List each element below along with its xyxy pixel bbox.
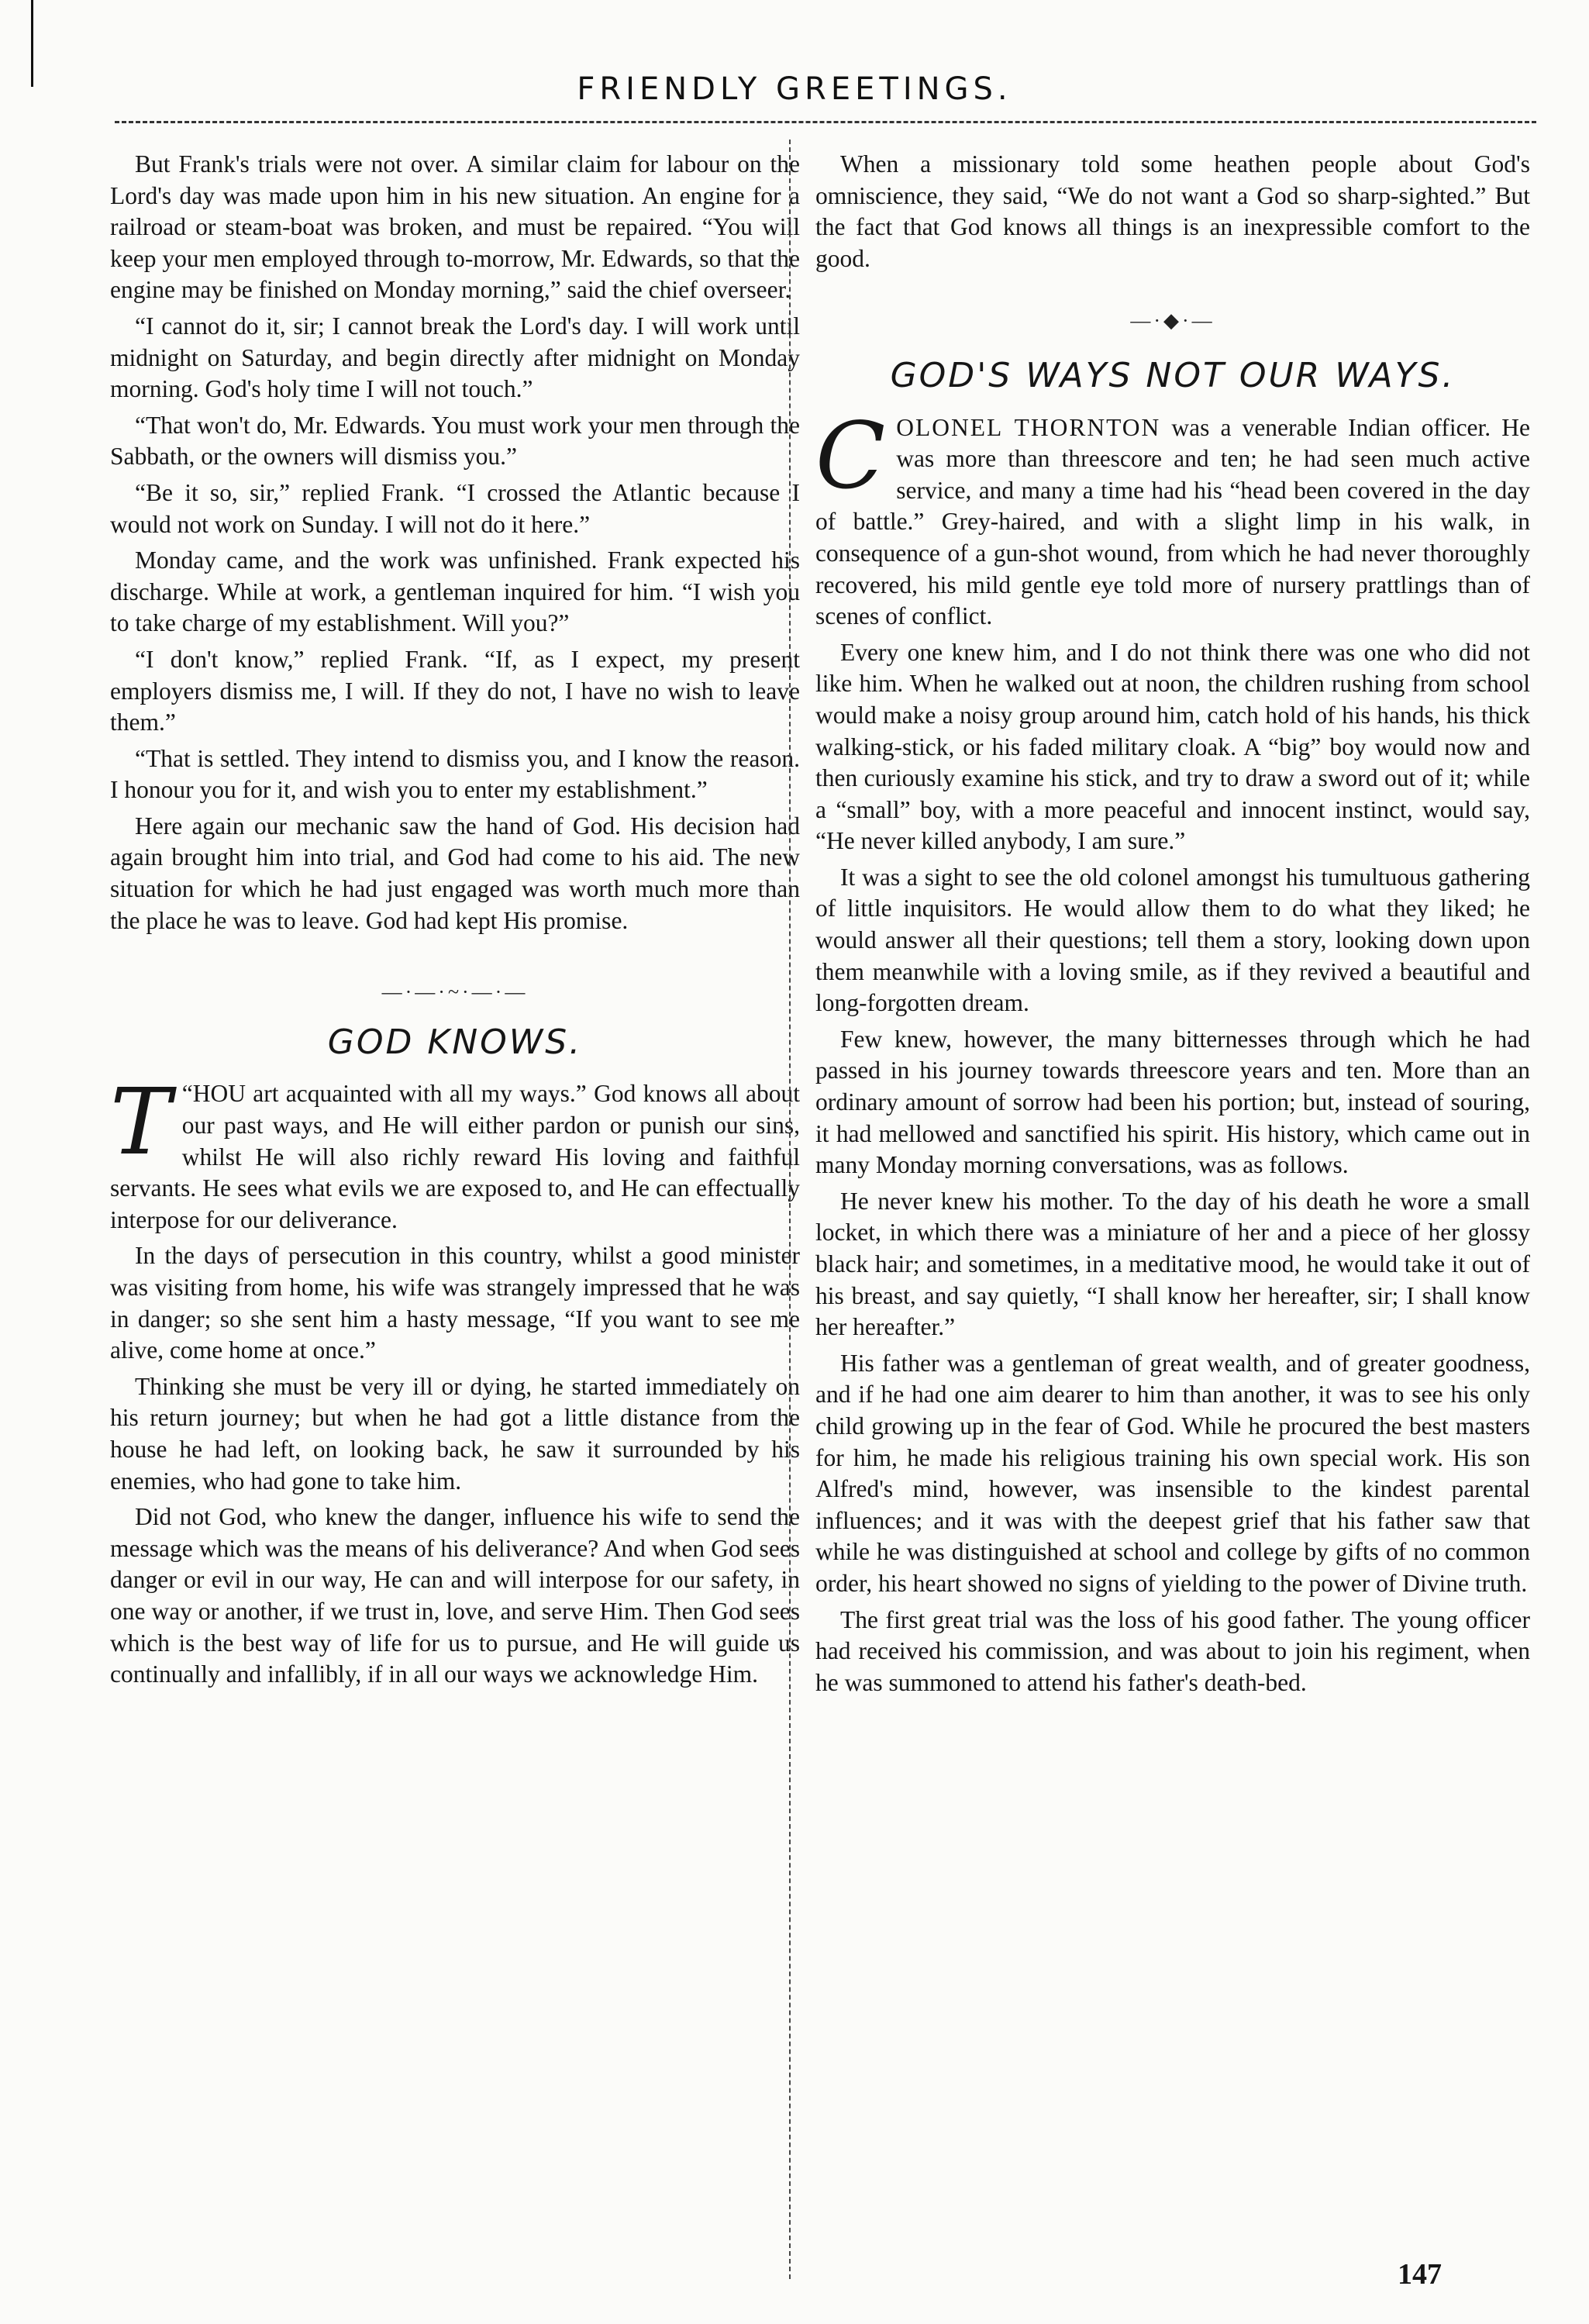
paragraph: The first great trial was the loss of his good father. The young officer had received his commission, and was about to join his regiment, when he was summoned to attend his father's death-bed. (815, 1605, 1530, 1696)
paragraph: When a missionary told some heathen people about God's omniscience, they said, “We do not want a God so sharp-sighted.” But the fact that God knows all things is an inexpressible comfort to the good. (815, 150, 1530, 272)
paragraph: “Be it so, sir,” replied Frank. “I crossed the Atlantic because I would not work on Sunday. I will not do it here.” (110, 478, 800, 538)
paragraph: It was a sight to see the old colonel amongst his tumultuous gathering of little inquisitors. He would allow them to do what they liked; he would answer all their questions; tell them a story, looking down upon them meanwhile with a loving smile, as if they revived a beautiful and long-forgotten dream. (815, 863, 1530, 1017)
first-paragraph-text: HOU art acquainted with all my ways.” God knows all about our past ways, and He will either pardon or punish our sins, whilst He will also richly reward His loving and faithful servants. He sees what evils we are exposed to, and He can effectually interpose for our deliverance. (110, 1080, 800, 1233)
paragraph: “I don't know,” replied Frank. “If, as I expect, my present employers dismiss me, I will. If they do not, I have no wish to leave them.” (110, 645, 800, 736)
paragraph: Thinking she must be very ill or dying, he started immediately on his return journey; but when he had got a little distance from the house he had left, on looking back, he saw it surrounded by his enemies, who had gone to take him. (110, 1372, 800, 1495)
paragraph: Monday came, and the work was unfinished. Frank expected his discharge. While at work, a gentleman inquired for him. “I wish you to take charge of my establishment. Will you?” (110, 547, 800, 637)
page-header: FRIENDLY GREETINGS. (577, 71, 1012, 107)
header-rule (115, 121, 1536, 123)
section-first-paragraph (110, 1068, 800, 1236)
section-first-paragraph (815, 402, 1530, 633)
paragraph: His father was a gentleman of great wealth, and of greater goodness, and if he had one aim dearer to him than another, it was to see his only child growing up in the fear of God. While he procured the best masters for him, he made his religious training his own special work. His son Alfred's mind, however, was insensible to the kindest parental influences; and it was with the deepest grief that his father saw that while he was distinguished at school and college by gifts of no common order, his heart showed no signs of yielding to the power of Divine truth. (815, 1349, 1530, 1597)
paragraph: Did not God, who knew the danger, influence his wife to send the message which was the means of his deliverance? And when God sees danger or evil in our way, He can and will interpose for our safety, in one way or another, if we trust in, love, and serve Him. Then God sees which is the best way of life for us to pursue, and He will guide us continually and infallibly, if in all our ways we acknowledge Him. (110, 1503, 800, 1688)
paragraph: “That is settled. They intend to dismiss you, and I know the reason. I honour you for it, and wish you to enter my establishment.” (110, 744, 800, 804)
column-divider (789, 140, 791, 2279)
paragraph: But Frank's trials were not over. A similar claim for labour on the Lord's day was made upon him in his new situation. An engine for a railroad or steam-boat was broken, and must be repaired. “You will keep your men employed through to-morrow, Mr. Edwards, so that the engine may be finished on Monday morning,” said the chief overseer. (110, 150, 800, 304)
paragraph: Few knew, however, the many bitternesses through which he had passed in his journey towards threescore years and ten. More than an ordinary amount of sorrow had been his portion; but, instead of souring, it had mellowed and sanctified his spirit. His history, which came out in many Monday morning conversations, was as follows. (815, 1025, 1530, 1179)
section-ornament: —·◆·— (1130, 309, 1215, 333)
opening-quote: “ (181, 1080, 193, 1108)
section-ornament: —·—·~·—·— (381, 981, 529, 1004)
section-title-gods-ways: GOD'S WAYS NOT OUR WAYS. (890, 355, 1456, 395)
page-number: 147 (1398, 2258, 1442, 2291)
drop-cap: T (110, 1068, 171, 1176)
right-column (815, 149, 1530, 1703)
left-column (110, 149, 800, 1695)
lead-in-small-caps: OLONEL THORNTON (896, 413, 1161, 441)
drop-cap: C (815, 402, 886, 509)
paragraph: “That won't do, Mr. Edwards. You must work your men through the Sabbath, or the owners will dismiss you.” (110, 411, 800, 471)
paragraph: Here again our mechanic saw the hand of God. His decision had again brought him into trial, and God had come to his aid. The new situation for which he had just engaged was worth much more than the place he was to leave. God had kept His promise. (110, 812, 800, 934)
section-title-god-knows: GOD KNOWS. (327, 1022, 583, 1062)
paragraph: In the days of persecution in this country, whilst a good minister was visiting from home, his wife was strangely impressed that he was in danger; so she sent him a hasty message, “If you want to see me alive, come home at once.” (110, 1242, 800, 1364)
paragraph: He never knew his mother. To the day of his death he wore a small locket, in which there was a miniature of her and a piece of her glossy black hair; and sometimes, in a meditative mood, he would take it out of his breast, and say quietly, “I shall know her hereafter, sir; I shall know her hereafter.” (815, 1187, 1530, 1341)
first-paragraph-text: was a venerable Indian officer. He was more than threescore and ten; he had seen much active service, and many a time had his “head been covered in the day of battle.” Grey-haired, and with a slight limp in his walk, in consequence of a gun-shot wound, from which he had never thoroughly recovered, his mild gentle eye told more of nursery prattlings than of scenes of conflict. (815, 413, 1530, 630)
paragraph: Every one knew him, and I do not think there was one who did not like him. When he walked out at noon, the children rushing from school would make a noisy group around him, catch hold of his hands, his thick walking-stick, or his faded military cloak. A “big” boy would now and then curiously examine his stick, and try to draw a sword out of it; while a “small” boy, with a more peaceful and innocent instinct, would say, “He never killed anybody, I am sure.” (815, 638, 1530, 855)
paragraph: “I cannot do it, sir; I cannot break the Lord's day. I will work until midnight on Saturday, and begin directly after midnight on Monday morning. God's holy time I will not touch.” (110, 312, 800, 403)
